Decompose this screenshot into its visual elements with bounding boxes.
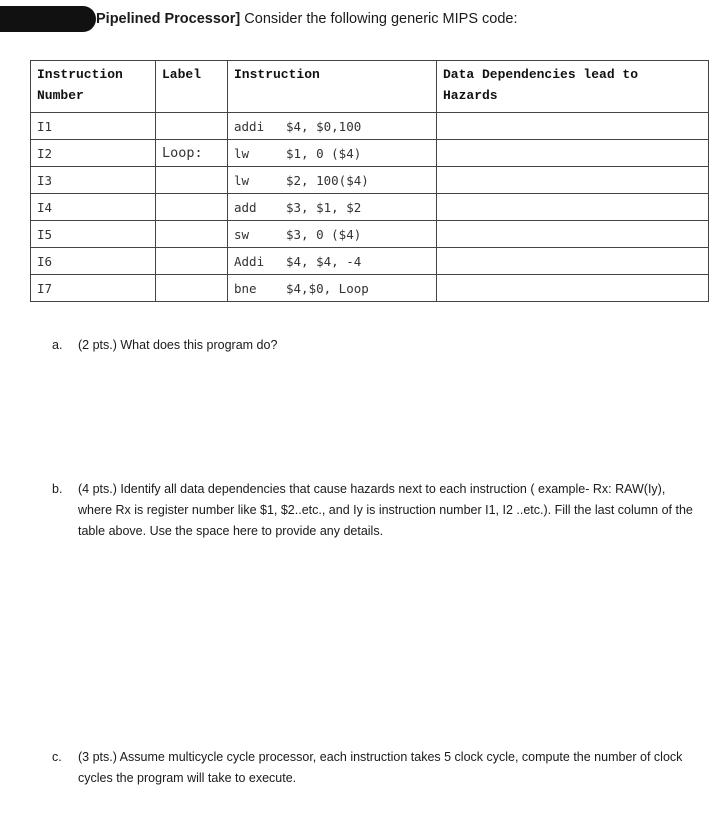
row-number: I7: [31, 275, 156, 302]
header-rest: Consider the following generic MIPS code:: [240, 11, 518, 27]
row-operands: $4, $4, -4: [286, 253, 362, 269]
row-operands: $3, 0 ($4): [286, 226, 362, 242]
question-b: [52, 479, 702, 542]
table-row: [31, 140, 709, 167]
row-opcode: Addi: [234, 253, 265, 269]
row-instruction: [228, 140, 437, 167]
question-text: (2 pts.) What does this program do?: [78, 338, 278, 352]
row-operands: $4, $0,100: [286, 118, 362, 134]
row-opcode: add: [234, 199, 257, 215]
row-number: I1: [31, 113, 156, 140]
header-bold: Pipelined Processor]: [96, 11, 241, 27]
redaction-bar: [0, 6, 96, 32]
row-number: I6: [31, 248, 156, 275]
row-label: [156, 167, 228, 194]
row-opcode: bne: [234, 280, 257, 296]
row-label: [156, 194, 228, 221]
question-letter: c.: [52, 750, 62, 764]
table-row: [31, 275, 709, 302]
problem-header: [0, 6, 518, 32]
header-label: Label: [156, 61, 228, 113]
row-number: I3: [31, 167, 156, 194]
header-instruction: Instruction: [228, 61, 437, 113]
row-instruction: [228, 194, 437, 221]
table-row: [31, 167, 709, 194]
row-label: [156, 275, 228, 302]
question-text: (4 pts.) Identify all data dependencies that cause hazards next to each instruction ( example- Rx: RAW(Iy), where Rx is register number like $1, $2..etc., and Iy is instruction number I1, I2 ..etc.). Fill the last column of the table above. Use the space here to provide any details.: [78, 482, 693, 538]
row-hazard-cell[interactable]: [437, 167, 709, 194]
row-operands: $4,$0, Loop: [286, 280, 369, 296]
question-letter: b.: [52, 482, 63, 496]
row-hazard-cell[interactable]: [437, 113, 709, 140]
row-operands: $2, 100($4): [286, 172, 369, 188]
row-label: [156, 113, 228, 140]
row-hazard-cell[interactable]: [437, 248, 709, 275]
table-header-row: [31, 61, 709, 113]
row-operands: $3, $1, $2: [286, 199, 362, 215]
mips-code-table: [30, 60, 709, 302]
row-label: [156, 248, 228, 275]
row-instruction: [228, 221, 437, 248]
row-operands: $1, 0 ($4): [286, 145, 362, 161]
header-instruction-number: Instruction Number: [31, 61, 156, 113]
row-number: I5: [31, 221, 156, 248]
row-opcode: sw: [234, 226, 250, 242]
row-label: [156, 221, 228, 248]
row-hazard-cell[interactable]: [437, 194, 709, 221]
question-text: (3 pts.) Assume multicycle cycle processor, each instruction takes 5 clock cycle, compute the number of clock cycles the program will take to execute.: [78, 750, 683, 785]
table-row: [31, 248, 709, 275]
row-hazard-cell[interactable]: [437, 140, 709, 167]
row-opcode: lw: [234, 145, 250, 161]
header-text: [96, 11, 518, 27]
question-letter: a.: [52, 338, 63, 352]
row-number: I4: [31, 194, 156, 221]
header-data-dependencies: Data Dependencies lead to Hazards: [437, 61, 709, 113]
row-instruction: [228, 275, 437, 302]
table-row: [31, 221, 709, 248]
row-hazard-cell[interactable]: [437, 221, 709, 248]
table-row: [31, 113, 709, 140]
row-opcode: lw: [234, 172, 250, 188]
row-instruction: [228, 167, 437, 194]
row-instruction: [228, 248, 437, 275]
row-number: I2: [31, 140, 156, 167]
row-label: Loop:: [156, 140, 228, 167]
table-row: [31, 194, 709, 221]
question-a: [52, 335, 702, 356]
row-instruction: [228, 113, 437, 140]
row-hazard-cell[interactable]: [437, 275, 709, 302]
question-c: [52, 747, 702, 789]
row-opcode: addi: [234, 118, 265, 134]
